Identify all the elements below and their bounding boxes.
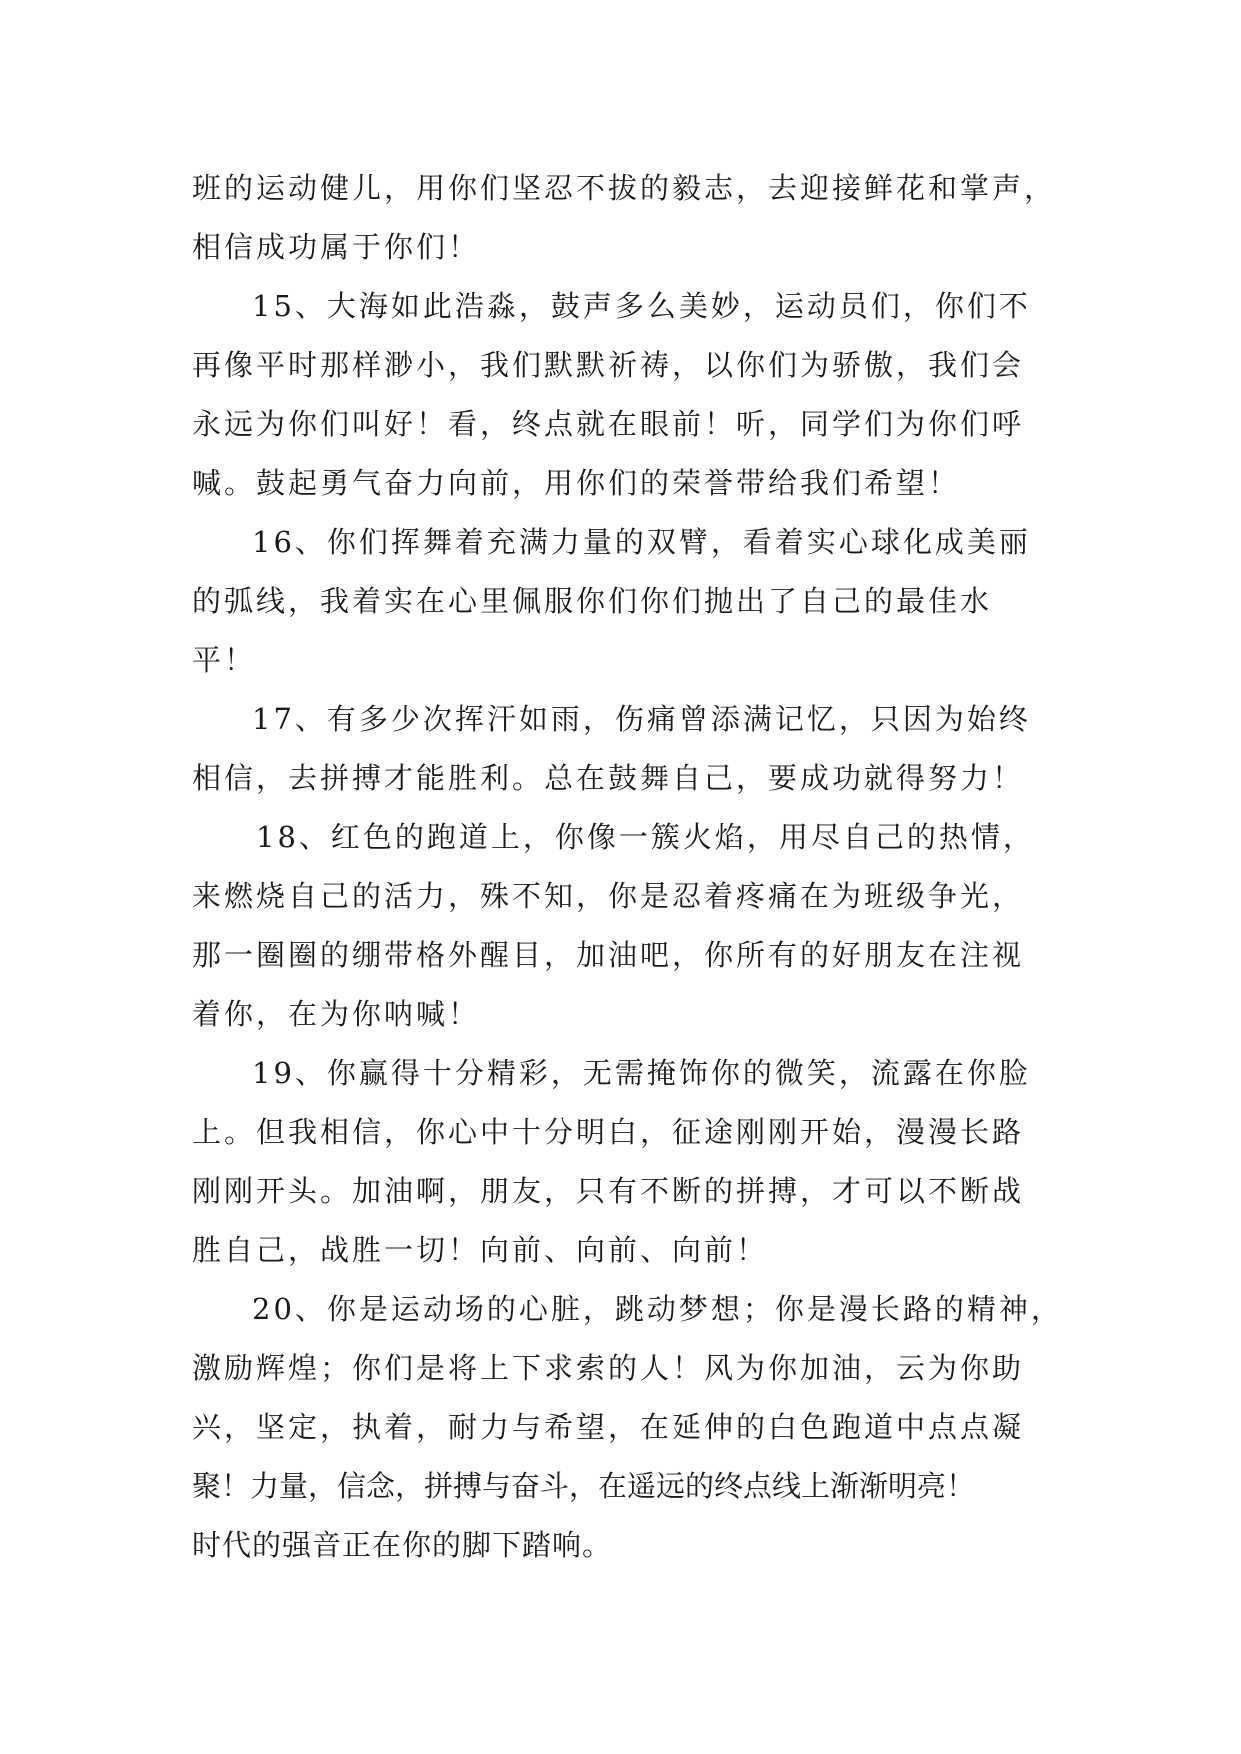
paragraph-15-start: 15、大海如此浩淼，鼓声多么美妙，运动员们，你们不 (252, 289, 1031, 323)
text-line: 相信，去拼搏才能胜利。总在鼓舞自己，要成功就得努力！ (192, 761, 1025, 795)
text-line: 平！ (192, 643, 257, 677)
paragraph-18-start: 18、红色的跑道上，你像一簇火焰，用尽自己的热情， (256, 820, 1035, 854)
text-line: 那一圈圈的绷带格外醒目，加油吧，你所有的好朋友在注视 (192, 938, 1025, 972)
text-line: 再像平时那样渺小，我们默默祈祷，以你们为骄傲，我们会 (192, 348, 1025, 382)
text-line: 班的运动健儿，用你们坚忍不拔的毅志，去迎接鲜花和掌声， (192, 171, 1057, 205)
text-line: 时代的强音正在你的脚下踏响。 (192, 1528, 613, 1562)
text-line: 刚刚开头。加油啊，朋友，只有不断的拼搏，才可以不断战 (192, 1174, 1025, 1208)
paragraph-20-start: 20、你是运动场的心脏，跳动梦想；你是漫长路的精神， (252, 1292, 1063, 1326)
paragraph-19-start: 19、你赢得十分精彩，无需掩饰你的微笑，流露在你脸 (252, 1056, 1031, 1090)
text-line: 喊。鼓起勇气奋力向前，用你们的荣誉带给我们希望！ (192, 466, 961, 500)
text-line: 的弧线，我着实在心里佩服你们你们抛出了自己的最佳水 (192, 584, 993, 618)
text-line: 着你，在为你呐喊！ (192, 997, 481, 1031)
text-line: 来燃烧自己的活力，殊不知，你是忍着疼痛在为班级争光， (192, 879, 1025, 913)
text-line: 激励辉煌；你们是将上下求索的人！风为你加油，云为你助 (192, 1351, 1025, 1385)
text-line: 兴，坚定，执着，耐力与希望，在延伸的白色跑道中点点凝 (192, 1410, 1025, 1444)
text-line: 上。但我相信，你心中十分明白，征途刚刚开始，漫漫长路 (192, 1115, 1025, 1149)
paragraph-17-start: 17、有多少次挥汗如雨，伤痛曾添满记忆，只因为始终 (252, 702, 1031, 736)
text-line: 聚！力量，信念，拼搏与奋斗，在遥远的终点线上渐渐明亮！ (192, 1469, 976, 1503)
text-line: 永远为你们叫好！看，终点就在眼前！听，同学们为你们呼 (192, 407, 1025, 441)
paragraph-16-start: 16、你们挥舞着充满力量的双臂，看着实心球化成美丽 (252, 525, 1031, 559)
text-line: 相信成功属于你们！ (192, 230, 481, 264)
text-line: 胜自己，战胜一切！向前、向前、向前！ (192, 1233, 769, 1267)
